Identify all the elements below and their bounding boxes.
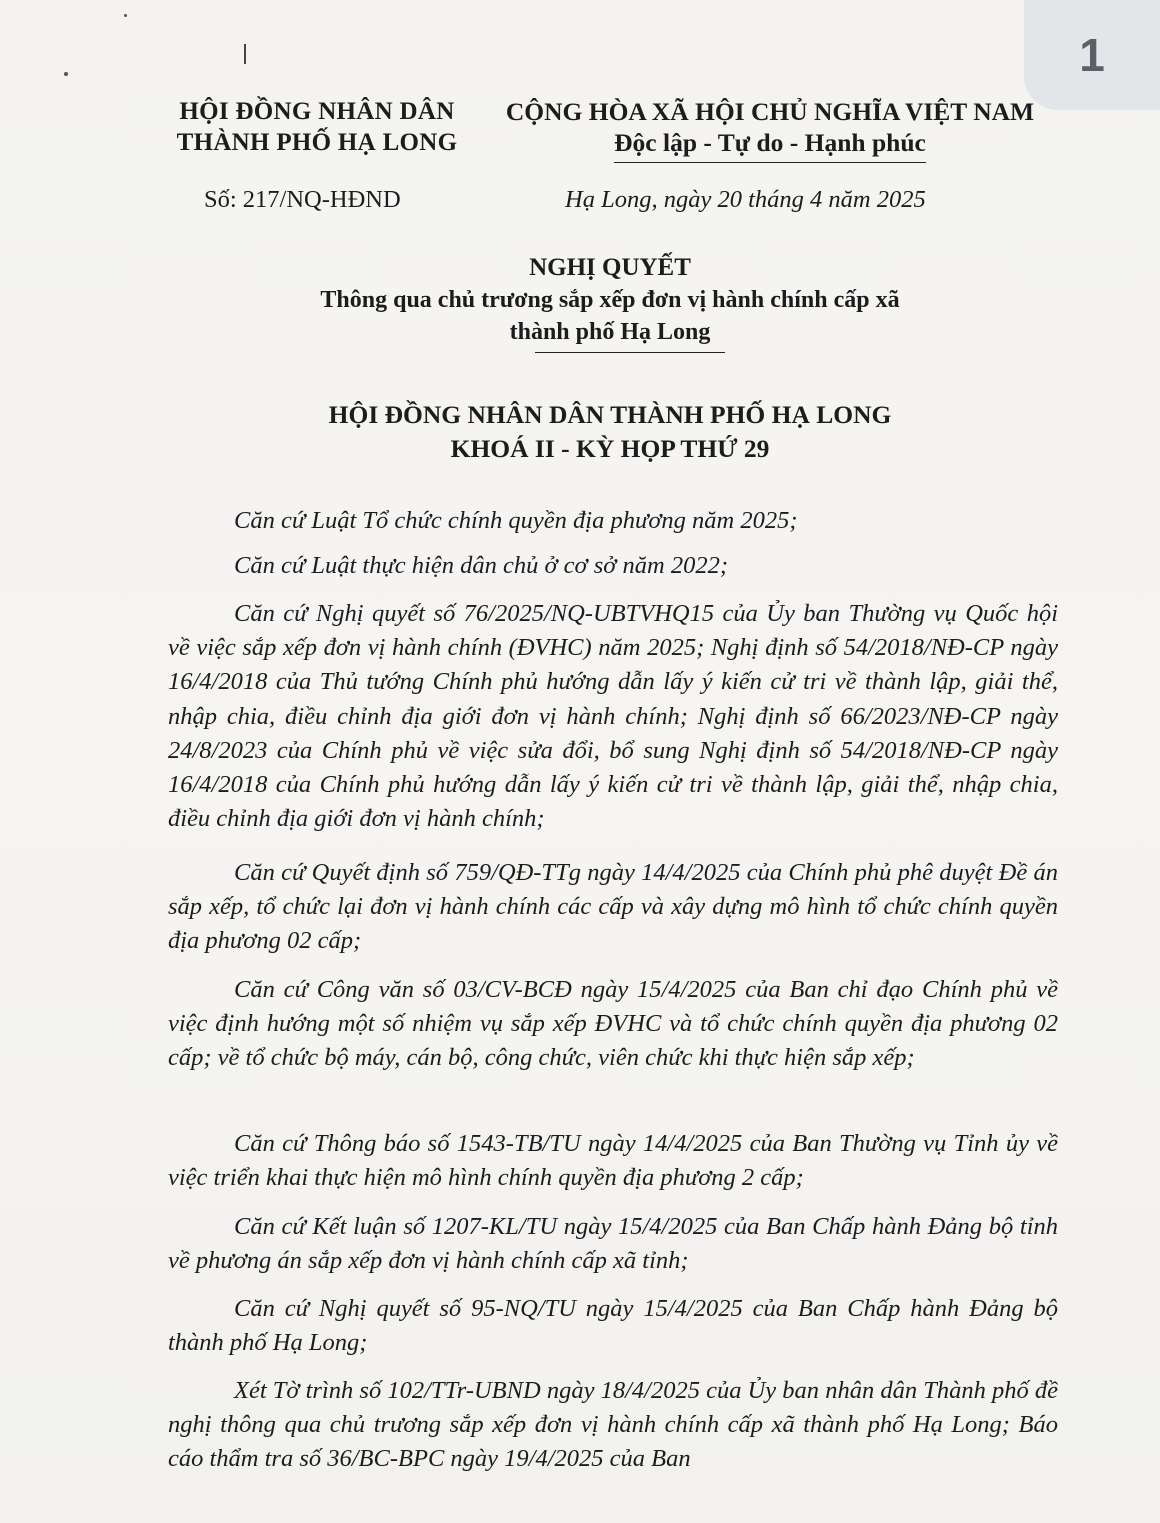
scan-speck: [124, 14, 127, 17]
council-session: KHOÁ II - KỲ HỌP THỨ 29: [450, 434, 770, 463]
national-header: [490, 96, 1050, 163]
authority-line-2: THÀNH PHỐ HẠ LONG: [176, 129, 458, 156]
legal-basis-paragraph: Căn cứ Công văn số 03/CV-BCĐ ngày 15/4/2025 của Ban chỉ đạo Chính phủ về việc định hướng một số nhiệm vụ sắp xếp ĐVHC và tổ chức chính quyền địa phương 02 cấp; về tổ chức bộ máy, cán bộ, công chức, viên chức khi thực hiện sắp xếp;: [168, 976, 1058, 1072]
document-subject-line-1: Thông qua chủ trương sắp xếp đơn vị hành chính cấp xã: [320, 287, 900, 313]
country-name: CỘNG HÒA XÃ HỘI CHỦ NGHĨA VIỆT NAM: [505, 97, 1035, 126]
scan-mark: [244, 44, 246, 64]
legal-basis-paragraph: Căn cứ Kết luận số 1207-KL/TU ngày 15/4/2025 của Ban Chấp hành Đảng bộ tỉnh về phương án sắp xếp đơn vị hành chính cấp xã tỉnh;: [168, 1213, 1058, 1275]
authority-line-1: HỘI ĐỒNG NHÂN DÂN: [179, 98, 455, 125]
scan-speck: [64, 72, 68, 76]
legal-basis-paragraph: Căn cứ Nghị quyết số 76/2025/NQ-UBTVHQ15 của Ủy ban Thường vụ Quốc hội về việc sắp xếp đơn vị hành chính (ĐVHC) năm 2025; Nghị định số 54/2018/NĐ-CP ngày 16/4/2018 của Thủ tướng Chính phủ hướng dẫn lấy ý kiến cử tri về thành lập, giải thể, nhập chia, điều chỉnh địa giới đơn vị hành chính; Nghị định số 66/2023/NĐ-CP ngày 24/8/2023 của Chính phủ về việc sửa đổi, bổ sung Nghị định số 54/2018/NĐ-CP ngày 16/4/2018 của Chính phủ hướng dẫn lấy ý kiến cử tri về thành lập, giải thể, nhập chia, điều chỉnh địa giới đơn vị hành chính;: [168, 600, 1058, 833]
document-title: [160, 252, 1060, 348]
document-number: Số: 217/NQ-HĐND: [204, 186, 401, 213]
document-type: NGHỊ QUYẾT: [529, 254, 691, 281]
document-date: Hạ Long, ngày 20 tháng 4 năm 2025: [565, 186, 926, 213]
legal-basis-paragraph: Căn cứ Quyết định số 759/QĐ-TTg ngày 14/4/2025 của Chính phủ phê duyệt Đề án sắp xếp, tổ chức lại đơn vị hành chính các cấp và xây dựng mô hình tổ chức chính quyền địa phương 02 cấp;: [168, 859, 1058, 955]
document-subject-line-2: thành phố Hạ Long: [509, 319, 711, 345]
legal-basis-paragraph: Căn cứ Thông báo số 1543-TB/TU ngày 14/4/2025 của Ban Thường vụ Tỉnh ủy về việc triển khai thực hiện mô hình chính quyền địa phương 2 cấp;: [168, 1130, 1058, 1192]
issuing-authority: [162, 96, 472, 158]
legal-basis-paragraph: Căn cứ Luật Tổ chức chính quyền địa phương năm 2025;: [234, 507, 798, 534]
council-name: HỘI ĐỒNG NHÂN DÂN THÀNH PHỐ HẠ LONG: [328, 400, 892, 429]
page-number-badge: 1: [1024, 0, 1160, 110]
national-motto: Độc lập - Tự do - Hạnh phúc: [614, 127, 926, 163]
council-heading: [160, 398, 1060, 466]
consideration-paragraph: Xét Tờ trình số 102/TTr-UBND ngày 18/4/2025 của Ủy ban nhân dân Thành phố đề nghị thông qua chủ trương sắp xếp đơn vị hành chính cấp xã thành phố Hạ Long; Báo cáo thẩm tra số 36/BC-BPC ngày 19/4/2025 của Ban: [168, 1377, 1058, 1473]
title-underline: [535, 352, 725, 353]
legal-basis-paragraph: Căn cứ Luật thực hiện dân chủ ở cơ sở năm 2022;: [234, 552, 728, 579]
legal-basis-paragraph: Căn cứ Nghị quyết số 95-NQ/TU ngày 15/4/2025 của Ban Chấp hành Đảng bộ thành phố Hạ Long;: [168, 1295, 1058, 1357]
